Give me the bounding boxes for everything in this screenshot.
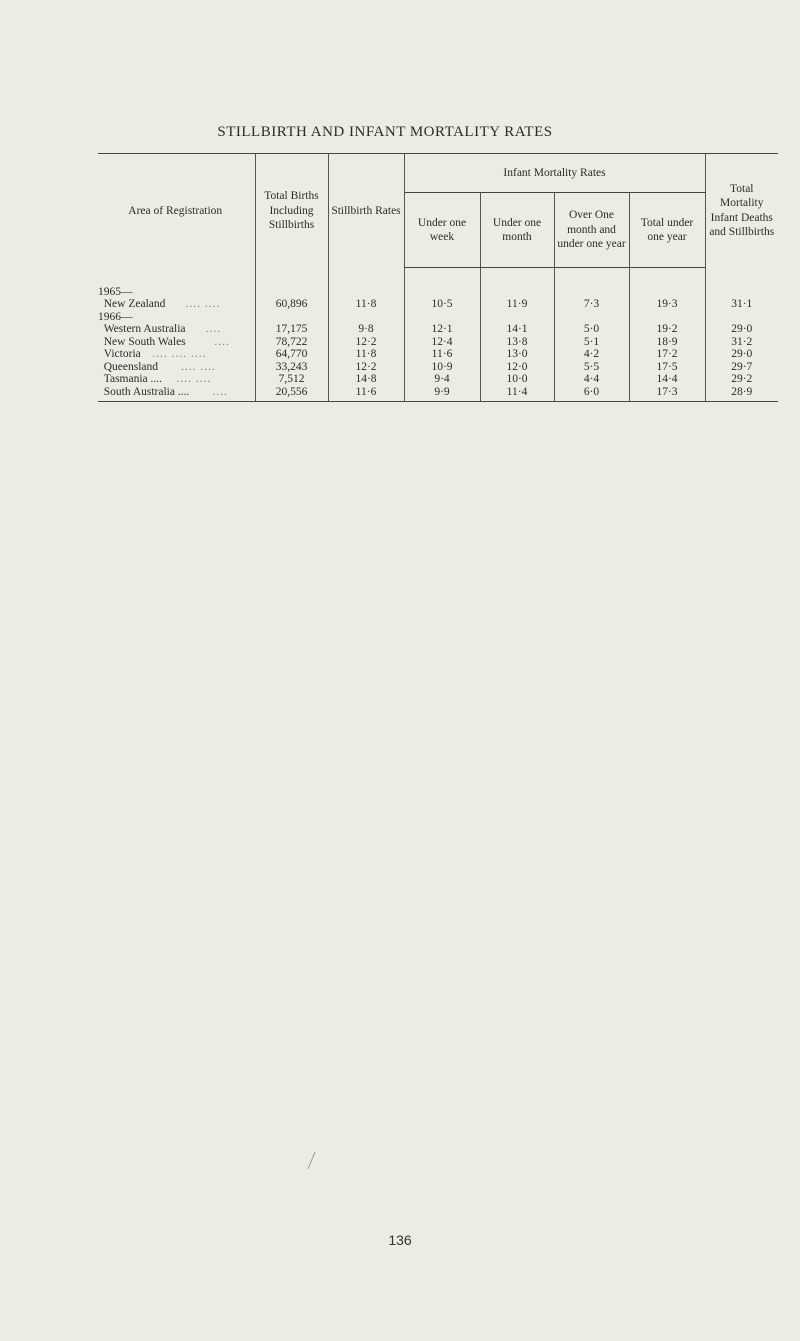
leader-dots: .... <box>205 323 222 335</box>
pencil-mark <box>302 1150 322 1170</box>
under-week-cell: 11·6 <box>404 348 480 361</box>
leader-dots: .... <box>212 385 228 398</box>
total-mortality-cell: 28·9 <box>705 386 778 402</box>
year-label-1965: 1965— <box>98 285 133 298</box>
stillbirth-cell: 12·2 <box>328 361 404 374</box>
table-row <box>98 323 778 336</box>
under-month-cell: 11·4 <box>480 386 554 402</box>
total-under-year-cell: 17·5 <box>629 361 705 374</box>
under-week-cell: 9·4 <box>404 373 480 386</box>
total-under-year-cell: 18·9 <box>629 336 705 349</box>
over-month-cell: 6·0 <box>554 386 629 402</box>
leader-dots: .... <box>214 335 230 348</box>
leader-dots: .... .... <box>181 360 216 373</box>
births-cell: 17,175 <box>255 323 328 336</box>
under-week-cell: 10·5 <box>404 298 480 311</box>
births-cell: 20,556 <box>255 386 328 402</box>
over-month-cell: 4·2 <box>554 348 629 361</box>
area-name: Queensland <box>103 360 159 373</box>
total-under-year-cell: 14·4 <box>629 373 705 386</box>
stillbirth-cell: 11·8 <box>328 298 404 311</box>
total-mortality-cell: 29·0 <box>705 348 778 361</box>
births-cell: 7,512 <box>255 373 328 386</box>
area-name: Tasmania .... <box>103 373 163 385</box>
under-month-cell: 12·0 <box>480 361 554 374</box>
table-row <box>98 298 778 311</box>
births-cell: 60,896 <box>255 298 328 311</box>
total-mortality-cell: 29·2 <box>705 373 778 386</box>
total-births-header: Total Births Including Stillbirths <box>255 154 328 268</box>
area-name: New Zealand <box>103 298 166 310</box>
area-name: South Australia .... <box>103 385 190 398</box>
total-under-year-cell: 17·3 <box>629 386 705 402</box>
total-mortality-cell: 29·7 <box>705 361 778 374</box>
infant-mortality-header: Infant Mortality Rates <box>404 154 705 193</box>
over-month-cell: 5·0 <box>554 323 629 336</box>
total-under-year-cell: 19·3 <box>629 298 705 311</box>
page-title: STILLBIRTH AND INFANT MORTALITY RATES <box>217 124 553 140</box>
area-name: Western Australia <box>103 323 186 335</box>
under-month-cell: 14·1 <box>480 323 554 336</box>
area-name: New South Wales <box>103 335 186 348</box>
under-month-cell: 13·0 <box>480 348 554 361</box>
under-month-cell: 13·8 <box>480 336 554 349</box>
table-row <box>98 373 778 386</box>
births-cell: 78,722 <box>255 336 328 349</box>
leader-dots: .... .... .... <box>152 348 207 360</box>
leader-dots: .... .... <box>176 373 212 385</box>
area-name: Victoria <box>103 348 141 360</box>
over-month-cell: 5·1 <box>554 336 629 349</box>
stillbirth-cell: 11·6 <box>328 386 404 402</box>
births-cell: 64,770 <box>255 348 328 361</box>
total-mortality-cell: 29·0 <box>705 323 778 336</box>
stillbirth-rates-header: Stillbirth Rates <box>328 154 404 268</box>
area-header: Area of Registration <box>98 154 255 268</box>
total-under-year-header: Total under one year <box>629 193 705 268</box>
leader-dots: .... .... <box>185 298 221 310</box>
under-week-cell: 12·1 <box>404 323 480 336</box>
total-mortality-cell: 31·1 <box>705 298 778 311</box>
table-row <box>98 361 778 374</box>
over-month-cell: 7·3 <box>554 298 629 311</box>
total-under-year-cell: 17·2 <box>629 348 705 361</box>
under-week-cell: 9·9 <box>404 386 480 402</box>
table-row <box>98 348 778 361</box>
mortality-table <box>98 153 778 402</box>
under-week-cell: 10·9 <box>404 361 480 374</box>
under-month-header: Under one month <box>480 193 554 268</box>
table-row <box>98 386 778 402</box>
total-under-year-cell: 19·2 <box>629 323 705 336</box>
under-week-header: Under one week <box>404 193 480 268</box>
over-month-cell: 5·5 <box>554 361 629 374</box>
under-month-cell: 10·0 <box>480 373 554 386</box>
total-mortality-cell: 31·2 <box>705 336 778 349</box>
page-number: 136 <box>388 1232 412 1248</box>
under-week-cell: 12·4 <box>404 336 480 349</box>
stillbirth-cell: 14·8 <box>328 373 404 386</box>
year-label-1966: 1966— <box>98 310 133 323</box>
total-mortality-header: Total Mortality Infant Deaths and Stillbirths <box>705 154 778 268</box>
stillbirth-cell: 11·8 <box>328 348 404 361</box>
table-row <box>98 336 778 349</box>
over-month-cell: 4·4 <box>554 373 629 386</box>
stillbirth-cell: 9·8 <box>328 323 404 336</box>
stillbirth-cell: 12·2 <box>328 336 404 349</box>
under-month-cell: 11·9 <box>480 298 554 311</box>
over-month-header: Over One month and under one year <box>554 193 629 268</box>
births-cell: 33,243 <box>255 361 328 374</box>
